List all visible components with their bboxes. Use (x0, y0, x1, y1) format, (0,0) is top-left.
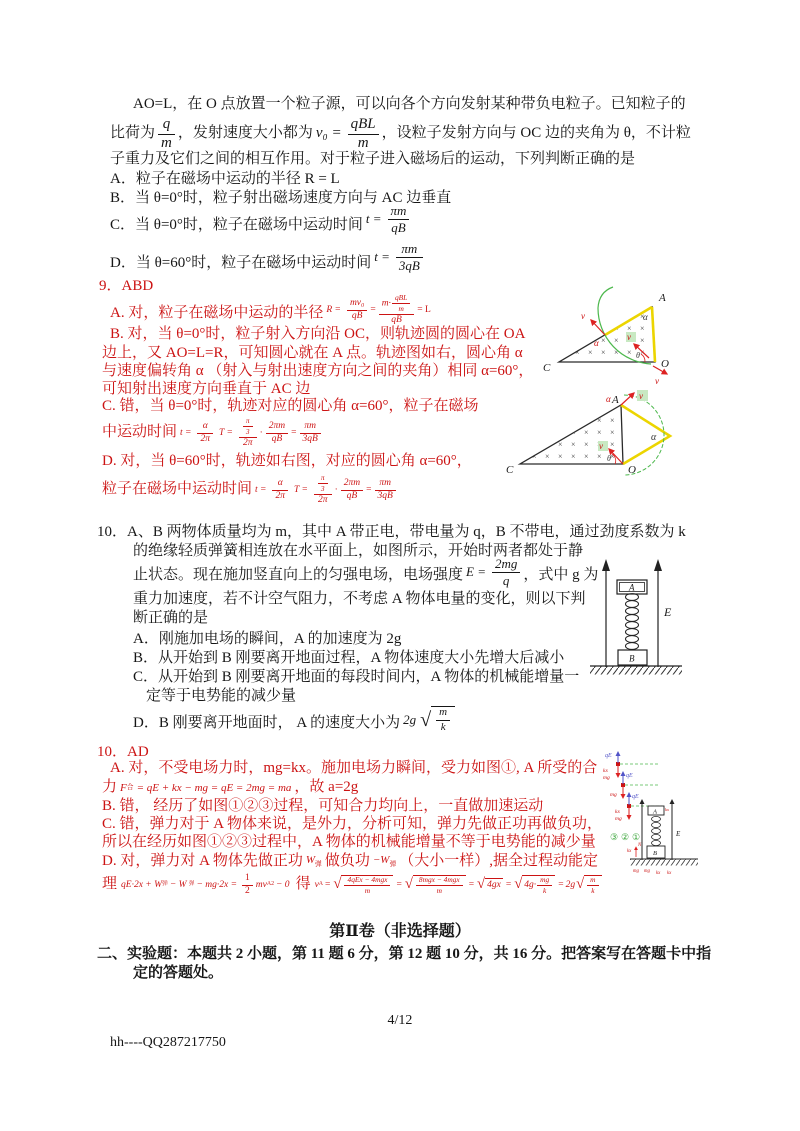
f-subscript: 合 (126, 783, 134, 791)
answer9-a (110, 293, 431, 325)
block-b-label: B (653, 850, 657, 857)
force-diagram-1 (615, 793, 639, 822)
q9-option-d-formula (371, 242, 426, 272)
chord-highlight (621, 405, 670, 464)
charge-mass-ratio-fraction (158, 117, 175, 152)
q10-stem-3a: 止状态。现在施加竖直向上的匀强电场，电场强度 (133, 567, 464, 584)
q10-stem-line4: 重力加速度，若不计空气阻力，不考虑 A 物体电量的变化，则以下判 (133, 591, 586, 607)
alpha-label: α (643, 312, 648, 322)
w-spring-positive: $W_弹$ (305, 854, 322, 869)
answer10-a2 (102, 777, 358, 799)
kx-label: kx (627, 849, 632, 854)
mg-label: mg (615, 816, 622, 822)
qe-label: qE (626, 773, 633, 779)
t-fraction: $\frac{\pi m}{3qB}$ (396, 242, 423, 272)
answer9-a-text: A. 对，粒子在磁场中运动的半径 (110, 305, 324, 322)
figure-q9-trajectory-2 (503, 390, 701, 494)
q9-option-b: B．当 θ=0°时，粒子射出磁场速度方向与 AC 边垂直 (110, 190, 452, 206)
field-e-label: E (676, 830, 681, 838)
alpha-label: α (594, 338, 599, 348)
w-spring-negative: $-W_弹$ (372, 854, 397, 869)
v-label: v (581, 311, 585, 321)
block-a-label: A (653, 808, 657, 816)
answer9-b4: 可知射出速度方向垂直于 AC 边 (102, 381, 311, 397)
block-b (618, 650, 647, 665)
q9-option-d (110, 240, 426, 282)
field-arrowhead (654, 559, 662, 571)
v-label: v (655, 376, 659, 386)
answer10-a2-text1: 力 (102, 779, 118, 796)
answer10-d1-text2: 做负功 (324, 853, 370, 870)
vertex-c-label: C (543, 362, 551, 374)
block-a (617, 580, 647, 594)
t-fraction: $\frac{\pi m}{qB}$ (388, 204, 410, 234)
kx-label: kx (656, 871, 661, 876)
mini-system (630, 800, 698, 866)
answer10-d2-text1: 理 (102, 876, 118, 893)
time-formula: t = $\frac{\alpha}{2\pi}$ T = $\frac{\frac{\pi}{3}}{2\pi}$ · $\frac{2\pi m}{qB}$ = $\frac{\pi m}{3qB}$ (177, 417, 324, 449)
q10-stem-line3 (133, 555, 599, 594)
v-label: v (599, 441, 603, 451)
answer10-head: 10．AD (97, 744, 149, 760)
field-e-label: E (664, 605, 672, 619)
trajectory-arc (624, 395, 664, 475)
mg-label: mg (633, 869, 639, 874)
mg-label: mg (610, 792, 617, 798)
t-lhs: t = (374, 248, 390, 264)
answer9-head: 9．ABD (99, 278, 154, 294)
t-lhs: t = (365, 210, 382, 226)
theta-label: θ (607, 454, 611, 463)
q10-option-c2: 定等于电势能的减少量 (146, 688, 297, 704)
field-arrowhead (602, 559, 610, 571)
answer10-c1: C. 错，弹力对于 A 物体来说，是外力，分析可知，弹力先做正功再做负功， (102, 816, 603, 832)
time-formula: t = $\frac{\alpha}{2\pi}$ T = $\frac{\frac{\pi}{3}}{2\pi}$ · $\frac{2\pi m}{qB}$ = $\frac{\pi m}{3qB}$ (252, 474, 399, 506)
v0-equation-lhs: v₀ = (315, 125, 342, 142)
field-strength-formula: E = $\frac{2mg}{q}$ (463, 557, 523, 587)
kx-label: kx (667, 871, 672, 876)
block-a-label: A (629, 582, 635, 593)
q9-stem-line2 (110, 114, 691, 154)
q9-option-c (110, 202, 412, 244)
state-reference-lines (620, 764, 662, 806)
answer10-a2-text2: ，故 a=2g (294, 779, 359, 796)
energy-theorem-formula: qE·2x + W 弹 − W 弹 − mg·2x = $\frac{1}{2}$ mv A 2 − 0 (121, 872, 290, 896)
q10-stem-3b: ，式中 g 为 (523, 567, 599, 584)
ground (590, 666, 682, 675)
answer9-d2 (102, 473, 399, 507)
radius-formula: R = $\frac{\text{mv₀}}{qB}$ = m· qBL m qB = L (326, 293, 431, 325)
ratio-den: m (161, 134, 172, 151)
circled-1: ① (632, 832, 641, 842)
vertex-c-label: C (506, 464, 514, 476)
n-label: N (638, 843, 642, 848)
qe-label: qE (605, 753, 612, 759)
answer9-b1: B. 对，当 θ=0°时，粒子射入方向沿 OC，则轨迹圆的圆心在 OA (110, 326, 526, 342)
vertex-a-label: A (612, 394, 619, 406)
answer9-b2: 边上，又 AO=L=R，可知圆心就在 A 点。轨迹图如右，圆心角 α (102, 345, 523, 361)
vertex-a-label: A (659, 292, 666, 304)
q10-stem-line1: 10．A、B 两物体质量均为 m，其中 A 带正电，带电量为 q，B 不带电，通过劲度系数为 k (97, 524, 686, 540)
q9-stem-2a: 比荷为 (110, 125, 156, 142)
q9-option-c-formula (363, 204, 413, 234)
answer9-d1: D. 对，当 θ=60°时，轨迹如右图，对应的圆心角 α=60°， (102, 453, 472, 469)
v0-fraction (348, 117, 379, 152)
section2-title: 第Ⅱ卷（非选择题） (329, 923, 471, 940)
block-b-label: B (629, 653, 635, 664)
v0-den: m (357, 134, 369, 151)
circled-3: ③ (610, 832, 619, 842)
q10-option-d-text: D．B 刚要离开地面时， A 的速度大小为 (133, 715, 401, 732)
answer9-c1: C. 错，当 θ=0°时，轨迹对应的圆心角 α=60°，粒子在磁场 (102, 398, 479, 414)
q10-option-b: B．从开始到 B 刚要离开地面过程，A 物体速度大小先增大后减小 (133, 650, 565, 666)
spring-coil (626, 594, 639, 650)
figure-q9-trajectory-1 (533, 286, 705, 390)
figure-q10-system (588, 556, 686, 680)
vertex-o-label: O (661, 358, 669, 370)
mg-label: mg (603, 775, 610, 781)
q10-option-c1: C．从开始到 B 刚要离开地面的每段时间内，A 物体的机械能增量一 (133, 669, 580, 685)
final-speed-formula: v A = √ 4qEx − 4mgx m = √ 8mgx − 4mgx m = √ 4gx = √ 4g· mg k = 2g √ m k (315, 875, 603, 895)
q10-stem-line2: 的绝缘轻质弹簧相连放在水平面上，如图所示，开始时两者都处于静 (133, 543, 584, 559)
q9-option-a: A．粒子在磁场中运动的半径 R = L (110, 171, 340, 187)
v0-num: qBL (348, 117, 379, 135)
state-number-labels (610, 832, 640, 842)
q10-option-a: A．刚施加电场的瞬间，A 的加速度为 2g (133, 631, 402, 647)
alpha-label: α (651, 432, 657, 443)
answer10-d2 (102, 869, 603, 901)
answer9-c2 (102, 416, 324, 450)
mg-label: mg (644, 869, 650, 874)
net-force-formula: F 合 = qE + kx − mg = qE = 2mg = ma (120, 781, 292, 794)
answer10-d2-text2: 得 (295, 876, 311, 893)
q9-stem-2c: ，设粒子发射方向与 OC 边的夹角为 θ，不计粒 (381, 125, 691, 142)
q9-stem-line1: AO=L，在 O 点放置一个粒子源，可以向各个方向发射某种带负电粒子。已知粒子的 (133, 96, 686, 112)
kx-label: kx (665, 807, 669, 812)
answer10-d1-text3: （大小一样）,据全过程动能定 (399, 853, 599, 870)
vertex-o-label: O (628, 464, 636, 476)
force-diagram-3 (603, 752, 620, 781)
theta-label: θ (636, 351, 640, 360)
kx-label: kx (615, 809, 620, 815)
answer10-c2: 所以在经历如图①②③过程中，A 物体的机械能增量不等于电势能的减少量 (102, 834, 596, 850)
ratio-num: q (158, 117, 175, 135)
watermark-text: hh----QQ287217750 (110, 1035, 226, 1050)
qe-label: qE (632, 794, 639, 800)
answer9-b3: 与速度偏转角 α （射入与射出速度方向之间的夹角）相同 α=60°， (102, 363, 534, 379)
answer9-d2-text: 粒子在磁场中运动时间 (102, 481, 253, 498)
q9-stem-line3: 子重力及它们之间的相互作用。对于粒子进入磁场后的运动，下列判断正确的是 (110, 151, 636, 167)
speed-formula: 2g √ m k (400, 706, 456, 733)
answer9-c2-text: 中运动时间 (102, 424, 178, 441)
q9-option-d-text: D．当 θ=60°时，粒子在磁场中运动时间 (110, 255, 372, 272)
alpha-label: α (606, 394, 611, 404)
q10-stem-line5: 断正确的是 (133, 610, 209, 626)
answer10-b1: B. 错， 经历了如图①②③过程，可知合力均向上，一直做加速运动 (102, 798, 544, 814)
kx-label: kx (603, 768, 608, 774)
v-label: v (627, 332, 631, 342)
answer10-d1-text1: D. 对，弹力对 A 物体先做正功 (102, 853, 303, 870)
v-label: v (639, 391, 643, 401)
q10-option-d (133, 706, 456, 742)
circled-2: ② (621, 832, 630, 842)
page-number: 4/12 (387, 1013, 413, 1028)
section2-instructions-line1: 二、实验题：本题共 2 小题，第 11 题 6 分，第 12 题 10 分，共 16 分。把答案写在答题卡中指 (97, 946, 712, 962)
section2-instructions-line2: 定的答题处。 (133, 965, 224, 981)
q9-option-c-text: C．当 θ=0°时，粒子在磁场中运动时间 (110, 217, 363, 234)
q9-stem-2b: ，发射速度大小都为 (177, 125, 313, 142)
answer10-a1: A. 对，不受电场力时，mg=kx。施加电场力瞬间，受力如图①, A 所受的合 (110, 760, 598, 776)
figure-answer10-forces (600, 748, 702, 878)
force-diagram-2 (610, 772, 633, 798)
